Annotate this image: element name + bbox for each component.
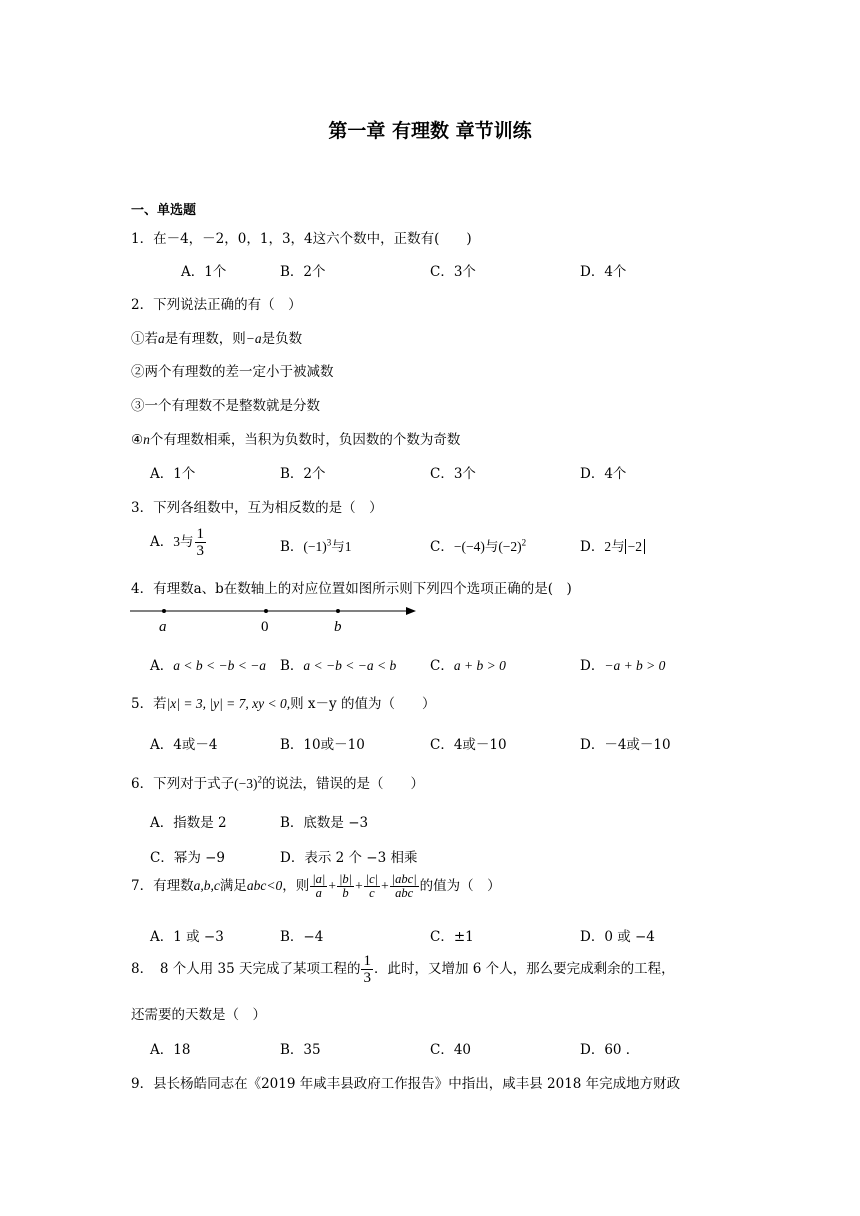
- q3-option-a: A．3与 $\frac{1}{3}$: [150, 526, 204, 559]
- question-8-stem: 8． 8 个人用 35 天完成了某项工程的 $\frac{1}{3}$ ．此时，又增加 6 个人，那么要完成剩余的工程，: [131, 953, 675, 986]
- question-1-stem: 1．在－4，－2，0，1，3，4这六个数中，正数有( ): [131, 231, 472, 247]
- question-6-stem: 6．下列对于式子$(-3)^2$的说法，错误的是（ ）: [131, 774, 424, 792]
- q3-fraction: $\frac{1}{3}$: [196, 526, 204, 559]
- q4-option-b: B．a < −b < −a < b: [280, 658, 397, 674]
- q6-option-c: C．幂为 −9: [150, 850, 226, 866]
- q8-fraction: $\frac{1}{3}$: [363, 953, 371, 986]
- label-zero: 0: [261, 619, 269, 635]
- q2-statement-1: ①若a是有理数，则−a是负数: [131, 331, 303, 347]
- fraction-a: $\frac{|a|}{a}$: [312, 872, 326, 900]
- fraction-b: $\frac{|b|}{b}$: [338, 872, 353, 900]
- q7-option-a: A．1 或 −3: [150, 929, 224, 945]
- q6-option-a: A．指数是 2: [150, 815, 227, 831]
- q6-option-b: B．底数是 −3: [280, 815, 369, 831]
- q7-option-b: B．−4: [280, 929, 324, 945]
- q1-option-b: B．2个: [280, 264, 326, 280]
- q5-option-a: A．4或－4: [150, 737, 218, 753]
- fraction-abc: $\frac{\text{|abc|}}{\text{abc}}$: [391, 872, 417, 900]
- q7-option-c: C．±1: [430, 929, 474, 945]
- q3-option-b: B．$(-1)^3$与1: [280, 537, 352, 555]
- question-8-line2: 还需要的天数是（ ）: [131, 1007, 266, 1023]
- question-3-stem: 3．下列各组数中，互为相反数的是（ ）: [131, 500, 383, 516]
- q2-option-d: D．4个: [580, 466, 627, 482]
- q8-option-d: D．60 ．: [580, 1042, 640, 1058]
- q2-statement-3: ③一个有理数不是整数就是分数: [131, 398, 320, 414]
- section-heading: 一、单选题: [131, 203, 197, 218]
- point-zero: [264, 609, 268, 613]
- q3-option-c: C．−(−4)与$(-2)^2$: [430, 537, 527, 555]
- plus-sign-2: +: [355, 878, 363, 893]
- question-2-stem: 2．下列说法正确的有（ ）: [131, 297, 302, 313]
- q4-option-a: A．a < b < −b < −a: [150, 658, 267, 674]
- q1-option-d: D．4个: [580, 264, 627, 280]
- q2-statement-2: ②两个有理数的差一定小于被减数: [131, 364, 334, 380]
- number-line-arrow: [406, 607, 416, 615]
- q1-option-a: A．1个: [181, 264, 227, 280]
- q2-option-b: B．2个: [280, 466, 326, 482]
- q8-option-a: A．18: [150, 1042, 191, 1058]
- q4-option-d: D．−a + b > 0: [580, 658, 666, 674]
- q5-option-b: B．10或－10: [280, 737, 365, 753]
- q2-statement-4: ④n个有理数相乘，当积为负数时，负因数的个数为奇数: [131, 432, 461, 448]
- q2-option-c: C．3个: [430, 466, 476, 482]
- plus-sign-3: +: [381, 878, 389, 893]
- question-9-stem: 9．县长杨皓同志在《2019 年咸丰县政府工作报告》中指出，咸丰县 2018 年完成地方财政: [131, 1076, 681, 1092]
- page-title: 第一章 有理数 章节训练: [328, 120, 532, 142]
- q8-option-b: B．35: [280, 1042, 321, 1058]
- point-b: [336, 609, 340, 613]
- q5-option-d: D．－4或－10: [580, 737, 671, 753]
- question-4-stem: 4．有理数a、b在数轴上的对应位置如图所示则下列四个选项正确的是( ): [131, 581, 572, 597]
- q3-option-d: D．2与 −2: [580, 535, 645, 555]
- q5-option-c: C．4或－10: [430, 737, 507, 753]
- number-line-diagram: [128, 600, 420, 636]
- question-7-stem: 7．有理数a,b,c满足abc<0，则 $\frac{|a|}{a}$ + $\frac{|b|}{b}$ + $\frac{|c|}{c}$ + $\frac{\text{|abc|}}{\text{abc}}$ 的值为（ ）: [131, 872, 501, 900]
- q7-option-d: D．0 或 −4: [580, 929, 655, 945]
- fraction-c: $\frac{|c|}{c}$: [365, 872, 379, 900]
- q1-option-c: C．3个: [430, 264, 476, 280]
- q6-option-d: D．表示 2 个 −3 相乘: [280, 850, 418, 866]
- q4-option-c: C．a + b > 0: [430, 658, 506, 674]
- label-b: b: [334, 619, 342, 635]
- q2-option-a: A．1个: [150, 466, 196, 482]
- point-a: [162, 609, 166, 613]
- question-5-stem: 5．若|x| = 3, |y| = 7, xy < 0,则 x－y 的值为（ ）: [131, 696, 436, 712]
- label-a: a: [159, 619, 167, 635]
- q8-option-c: C．40: [430, 1042, 472, 1058]
